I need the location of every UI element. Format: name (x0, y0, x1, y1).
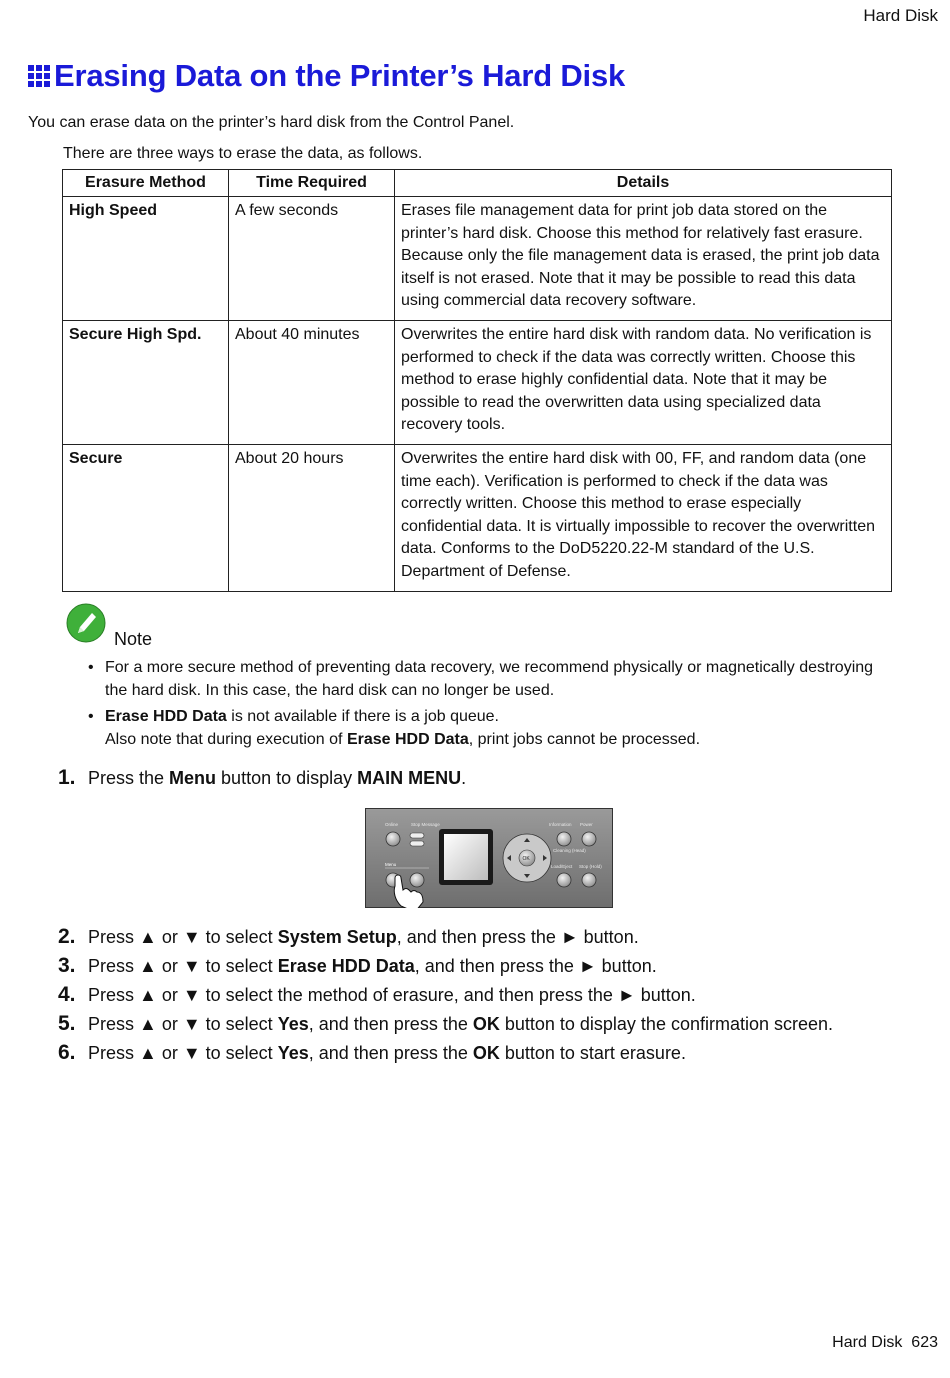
svg-text:Menu: Menu (385, 862, 397, 867)
table-row (63, 445, 892, 591)
table-header-row (63, 170, 892, 197)
title-row (28, 58, 625, 94)
step-4: 4. Press ▲ or ▼ to select the method of erasure, and then press the ► button. (58, 983, 696, 1006)
stop-button[interactable] (582, 873, 596, 887)
svg-text:Stop Message: Stop Message (411, 822, 440, 827)
method-cell: Secure (63, 445, 229, 591)
ways-text: There are three ways to erase the data, as follows. (63, 145, 423, 162)
svg-text:Load/Eject: Load/Eject (551, 864, 573, 869)
step-1: 1. Press the Menu button to display MAIN MENU. (58, 766, 467, 789)
time-cell: About 20 hours (229, 445, 395, 591)
back-button[interactable] (410, 873, 424, 887)
step-6: 6. Press ▲ or ▼ to select Yes, and then press the OK button to start erasure. (58, 1041, 686, 1064)
step-5: 5. Press ▲ or ▼ to select Yes, and then press the OK button to display the confirmation screen. (58, 1012, 834, 1035)
svg-text:Information: Information (549, 822, 572, 827)
information-button[interactable] (557, 832, 571, 846)
power-button[interactable] (582, 832, 596, 846)
method-cell: Secure High Spd. (63, 321, 229, 445)
page-title: Erasing Data on the Printer’s Hard Disk (54, 58, 626, 93)
time-cell: A few seconds (229, 197, 395, 321)
svg-text:Cleaning (Head): Cleaning (Head) (553, 848, 586, 853)
column-header: Details (395, 170, 892, 197)
note-label: Note (114, 629, 153, 649)
svg-text:OK: OK (522, 856, 530, 862)
intro-text: You can erase data on the printer’s hard disk from the Control Panel. (28, 114, 515, 131)
erasure-method-table (62, 169, 892, 592)
column-header: Erasure Method (63, 170, 229, 197)
time-cell: About 40 minutes (229, 321, 395, 445)
footer-section: Hard Disk (832, 1334, 903, 1351)
svg-text:Stop (Hold): Stop (Hold) (579, 864, 602, 869)
online-button[interactable] (386, 832, 400, 846)
details-cell: Overwrites the entire hard disk with random data. No verification is performed to check if the data was correctly written. Choose this method to erase highly confidential data. Note that it may be possible to read the overwritten data using specialized data recovery tools. (395, 321, 892, 445)
method-cell: High Speed (63, 197, 229, 321)
note-bullet: • For a more secure method of preventing data recovery, we recommend physically or magnetically destroying the hard disk. In this case, the hard disk can no longer be used. (88, 659, 874, 699)
note-pencil-icon (66, 603, 106, 643)
load-eject-button[interactable] (557, 873, 571, 887)
svg-text:Online: Online (385, 822, 399, 827)
details-cell: Erases file management data for print job data stored on the printer’s hard disk. Choose this method for relatively fast erasure. Because only the file management data is erased, the print job data itself is not erased. Note that it may be possible to read this data using commercial data recovery software. (395, 197, 892, 321)
control-panel-illustration (365, 808, 613, 908)
section-grid-icon (28, 65, 50, 87)
step-2: 2. Press ▲ or ▼ to select System Setup, and then press the ► button. (58, 925, 639, 948)
note-bullet: • Erase HDD Data is not available if there is a job queue. Also note that during execution of Erase HDD Data, print jobs cannot be processed. (88, 708, 701, 748)
page-number: 623 (911, 1334, 938, 1351)
column-header: Time Required (229, 170, 395, 197)
note-bullets (88, 656, 888, 754)
svg-text:Power: Power (580, 822, 593, 827)
table-row (63, 321, 892, 445)
running-header: Hard Disk (863, 6, 938, 25)
details-cell: Overwrites the entire hard disk with 00, FF, and random data (one time each). Verification is performed to check if the data was correctly written. Choose this method to erase especially confidential data. It is virtually impossible to recover the overwritten data. Conforms to the DoD5220.22-M standard of the U.S. Department of Defense. (395, 445, 892, 591)
step-3: 3. Press ▲ or ▼ to select Erase HDD Data, and then press the ► button. (58, 954, 657, 977)
table-row (63, 197, 892, 321)
page-footer (832, 1334, 938, 1352)
